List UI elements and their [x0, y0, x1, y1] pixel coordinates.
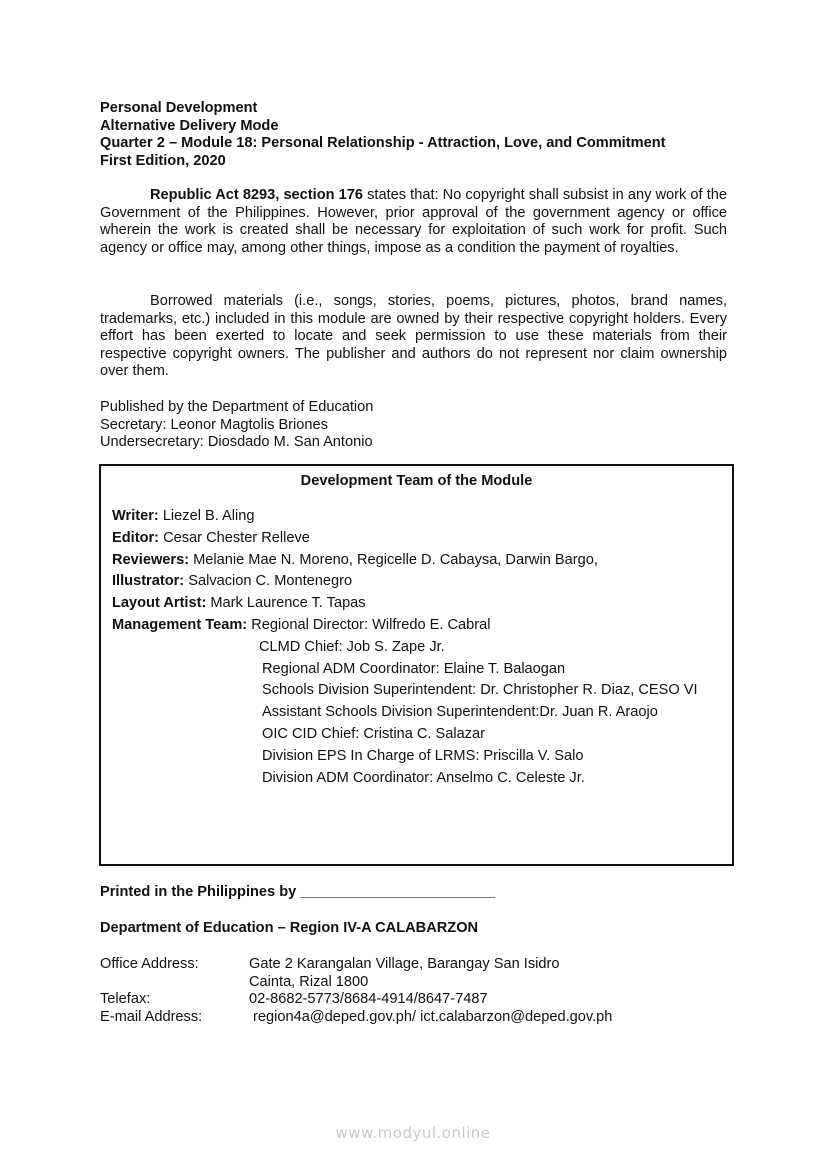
office-address-label: Office Address: — [100, 956, 199, 972]
layout-artist-label: Layout Artist: — [112, 595, 207, 612]
module-title-block — [100, 100, 740, 170]
management-team-label: Management Team: — [112, 616, 248, 633]
borrowed-materials-paragraph — [100, 293, 727, 381]
management-member: Assistant Schools Division Superintendent:Dr. Juan R. Araojo — [262, 704, 658, 721]
management-member: CLMD Chief: Job S. Zape Jr. — [259, 638, 445, 655]
writer-line — [112, 508, 698, 530]
publisher-block — [100, 399, 373, 452]
telefax-label: Telefax: — [100, 991, 151, 1007]
contact-block — [100, 956, 612, 1026]
undersecretary-line: Undersecretary: Diosdado M. San Antonio — [100, 434, 373, 450]
copyright-paragraph — [100, 187, 727, 257]
module-title: Quarter 2 – Module 18: Personal Relationship - Attraction, Love, and Commitment — [100, 135, 666, 151]
writer-name: Liezel B. Aling — [158, 508, 255, 524]
management-member: Schools Division Superintendent: Dr. Christopher R. Diaz, CESO VI — [262, 682, 698, 699]
copyright-text: states that: No copyright shall subsist in any work of the Government of the Philippines. However, prior approval of the government agency or office wherein the work is created shall be necessary for exploitation of such work for profit. Such agency or office may, among other things, impose as a condition the payment of royalties. — [100, 187, 727, 256]
reviewers-names: Melanie Mae N. Moreno, Regicelle D. Cabaysa, Darwin Bargo, — [189, 551, 598, 568]
management-member: Regional ADM Coordinator: Elaine T. Balaogan — [262, 660, 566, 677]
illustrator-label: Illustrator: — [112, 573, 185, 590]
office-address-line1: Gate 2 Karangalan Village, Barangay San Isidro — [249, 956, 560, 972]
office-address-row-2 — [100, 974, 612, 992]
delivery-mode: Alternative Delivery Mode — [100, 117, 279, 134]
email-value: region4a@deped.gov.ph/ ict.calabarzon@deped.gov.ph — [249, 1008, 613, 1025]
telefax-value: 02-8682-5773/8684-4914/8647-7487 — [249, 991, 488, 1007]
secretary-line: Secretary: Leonor Magtolis Briones — [100, 416, 328, 433]
printed-by-line: Printed in the Philippines by ________________________ — [100, 884, 496, 900]
reviewers-label: Reviewers: — [112, 551, 190, 568]
management-member: Division ADM Coordinator: Anselmo C. Celeste Jr. — [262, 769, 585, 786]
management-member: OIC CID Chief: Cristina C. Salazar — [262, 725, 486, 742]
management-member: Division EPS In Charge of LRMS: Priscilla V. Salo — [262, 747, 584, 764]
development-team-box — [99, 464, 734, 866]
team-title: Development Team of the Module — [300, 473, 533, 489]
office-address-line2: Cainta, Rizal 1800 — [249, 973, 369, 990]
publisher-line: Published by the Department of Education — [100, 399, 374, 415]
watermark: www.modyul.online — [335, 1124, 491, 1142]
editor-line — [112, 530, 698, 552]
reviewers-line — [112, 552, 698, 574]
team-list — [112, 508, 698, 791]
editor-label: Editor: — [112, 529, 160, 546]
layout-artist-line — [112, 595, 698, 617]
management-team-line — [112, 617, 698, 639]
subject-title: Personal Development — [100, 100, 258, 116]
email-label: E-mail Address: — [100, 1008, 203, 1025]
writer-label: Writer: — [112, 508, 159, 524]
layout-artist-name: Mark Laurence T. Tapas — [206, 595, 366, 612]
regional-director: Regional Director: Wilfredo E. Cabral — [247, 616, 491, 633]
edition: First Edition, 2020 — [100, 152, 226, 169]
illustrator-name: Salvacion C. Montenegro — [184, 573, 353, 590]
email-row — [100, 1009, 612, 1027]
region-heading: Department of Education – Region IV-A CALABARZON — [100, 920, 479, 936]
law-reference: Republic Act 8293, section 176 — [150, 187, 363, 203]
office-address-row — [100, 956, 612, 974]
illustrator-line — [112, 573, 698, 595]
telefax-row — [100, 991, 612, 1009]
editor-name: Cesar Chester Relleve — [159, 529, 310, 546]
borrowed-materials-text: Borrowed materials (i.e., songs, stories, poems, pictures, photos, brand names, trademarks, etc.) included in this module are owned by their respective copyright holders. Every effort has been exerted to locate and seek permission to use these materials from their respective copyright owners. The publisher and authors do not represent nor claim ownership over them. — [100, 293, 727, 379]
